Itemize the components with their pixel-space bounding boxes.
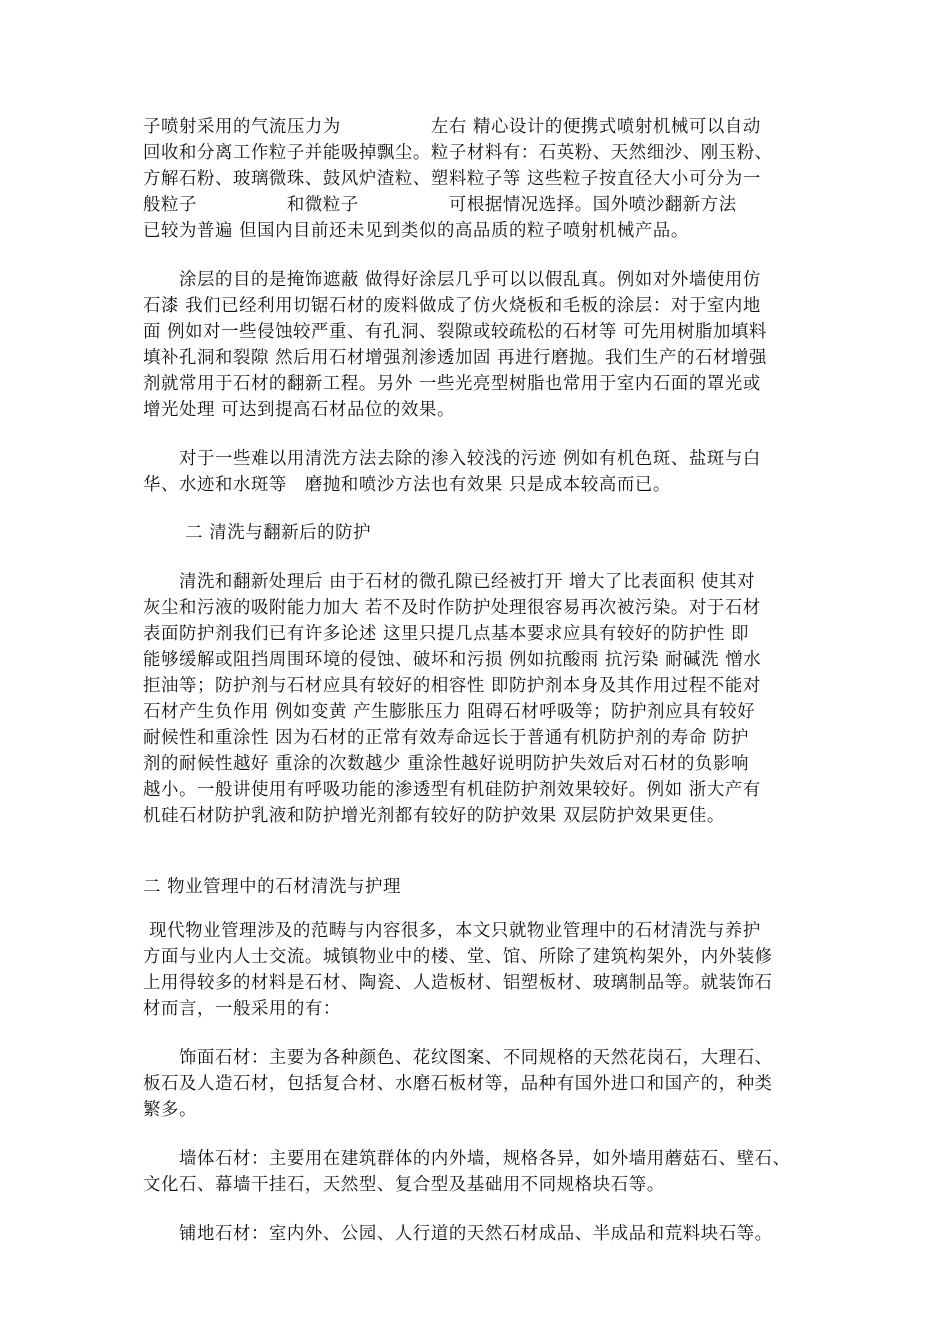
text-line: 子喷射采用的气流压力为 左右 精心设计的便携式喷射机械可以自动 <box>143 117 761 137</box>
text-line: 方面与业内人士交流。城镇物业中的楼、堂、馆、所除了建筑构架外，内外装修 <box>143 947 773 967</box>
text-line: 面 例如对一些侵蚀较严重、有孔洞、裂隙或较疏松的石材等 可先用树脂加填料 <box>143 322 767 342</box>
text-line: 文化石、幕墙干挂石，天然型、复合型及基础用不同规格块石等。 <box>143 1175 665 1195</box>
text-line: 石漆 我们已经利用切锯石材的废料做成了仿火烧板和毛板的涂层：对于室内地 <box>143 296 761 316</box>
text-line: 铺地石材：室内外、公园、人行道的天然石材成品、半成品和荒料块石等。 <box>143 1224 773 1244</box>
text-line: 上用得较多的材料是石材、陶瓷、人造板材、铝塑板材、玻璃制品等。就装饰石 <box>143 973 773 993</box>
text-line: 对于一些难以用清洗方法去除的渗入较浅的污迹 例如有机色斑、盐斑与白 <box>143 449 761 469</box>
text-line: 繁多。 <box>143 1100 197 1120</box>
text-line: 剂的耐候性越好 重涂的次数越少 重涂性越好说明防护失效后对石材的负影响 <box>143 754 749 774</box>
text-line: 灰尘和污液的吸附能力加大 若不及时作防护处理很容易再次被污染。对于石材 <box>143 598 761 618</box>
text-line: 华、水迹和水斑等 磨抛和喷沙方法也有效果 只是成本较高而已。 <box>143 475 671 495</box>
text-line: 增光处理 可达到提高石材品位的效果。 <box>143 400 455 420</box>
text-line: 表面防护剂我们已有许多论述 这里只提几点基本要求应具有较好的防护性 即 <box>143 624 749 644</box>
text-line: 饰面石材：主要为各种颜色、花纹图案、不同规格的天然花岗石，大理石、 <box>143 1048 773 1068</box>
text-line: 剂就常用于石材的翻新工程。另外 一些光亮型树脂也常用于室内石面的罩光或 <box>143 374 761 394</box>
section-heading: 二 清洗与翻新后的防护 <box>143 523 372 543</box>
text-line: 清洗和翻新处理后 由于石材的微孔隙已经被打开 增大了比表面积 使其对 <box>143 572 756 592</box>
text-line: 填补孔洞和裂隙 然后用石材增强剂渗透加固 再进行磨抛。我们生产的石材增强 <box>143 348 767 368</box>
text-line: 墙体石材：主要用在建筑群体的内外墙，规格各异，如外墙用蘑菇石、壁石、 <box>143 1149 791 1169</box>
text-line: 板石及人造石材，包括复合材、水磨石板材等，品种有国外进口和国产的，种类 <box>143 1074 773 1094</box>
text-line: 涂层的目的是掩饰遮蔽 做得好涂层几乎可以以假乱真。例如对外墙使用仿 <box>143 270 761 290</box>
text-line: 机硅石材防护乳液和防护增光剂都有较好的防护效果 双层防护效果更佳。 <box>143 806 725 826</box>
text-line: 材而言，一般采用的有： <box>143 999 341 1019</box>
text-line: 能够缓解或阻挡周围环境的侵蚀、破坏和污损 例如抗酸雨 抗污染 耐碱洗 憎水 <box>143 650 762 670</box>
text-line: 回收和分离工作粒子并能吸掉飘尘。粒子材料有：石英粉、天然细沙、刚玉粉、 <box>143 143 773 163</box>
text-line: 拒油等；防护剂与石材应具有较好的相容性 即防护剂本身及其作用过程不能对 <box>143 676 761 696</box>
text-line: 石材产生负作用 例如变黄 产生膨胀压力 阻碍石材呼吸等；防护剂应具有较好 <box>143 702 756 722</box>
text-line: 方解石粉、玻璃微珠、鼓风炉渣粒、塑料粒子等 这些粒子按直径大小可分为一 <box>143 169 761 189</box>
text-line: 越小。一般讲使用有呼吸功能的渗透型有机硅防护剂效果较好。例如 浙大产有 <box>143 780 761 800</box>
section-heading: 二 物业管理中的石材清洗与护理 <box>143 877 401 897</box>
text-line: 耐候性和重涂性 因为石材的正常有效寿命远长于普通有机防护剂的寿命 防护 <box>143 728 749 748</box>
text-line: 现代物业管理涉及的范畴与内容很多，本文只就物业管理中的石材清洗与养护 <box>143 921 761 941</box>
text-line: 已较为普遍 但国内目前还未见到类似的高品质的粒子喷射机械产品。 <box>143 221 689 241</box>
text-line: 般粒子 和微粒子 可根据情况选择。国外喷沙翻新方法 <box>143 195 737 215</box>
